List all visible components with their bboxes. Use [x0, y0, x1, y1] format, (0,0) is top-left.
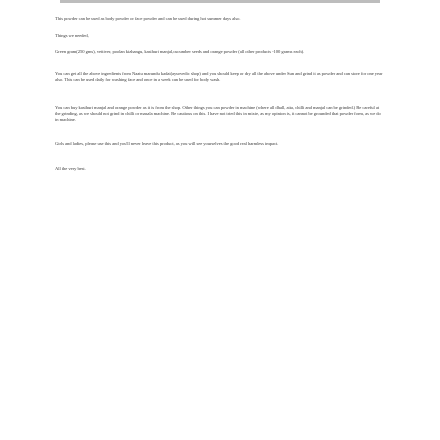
buying-tips-paragraph: You can buy kasthuri manjal and orange powder as it is from the shop. Other things you can powder in machine (where all dhall, atta, chilli and manjal can be grinded.) Be careful at the grinding, as we should not grind in chilli or masala machine. Be cautious on this. I have not tried this in mixie, as my opinion is, it cannot be grounded that powder form, as we do in machine.	[55, 105, 381, 123]
ingredients-paragraph: Green gram(250 gms), vettiver, poolan kizhangu, kasthuri manjal,cucumber seeds and orange powder (all other products -100 grams each).	[55, 49, 305, 54]
recommendation-paragraph: Girls and ladies, please use this and you'll never leave this product, as you will see yourselves the good real harmless impact.	[55, 141, 279, 146]
top-rule	[60, 0, 380, 3]
ingredients-heading: Things we needed,	[55, 33, 89, 38]
preparation-paragraph: You can get all the above ingredients from Naatu marundu kadai(ayurvedic shop) and you should keep or dry all the above under Sun and grind it as powder and can store for one year also. This can be used daily for washing face and once in a week can be used for body wash.	[55, 71, 383, 83]
closing-line: All the very best.	[55, 166, 86, 171]
document-body	[55, 8, 385, 433]
intro-paragraph: This powder can be used as body powder or face powder and can be used during hot summer days also.	[55, 16, 241, 21]
